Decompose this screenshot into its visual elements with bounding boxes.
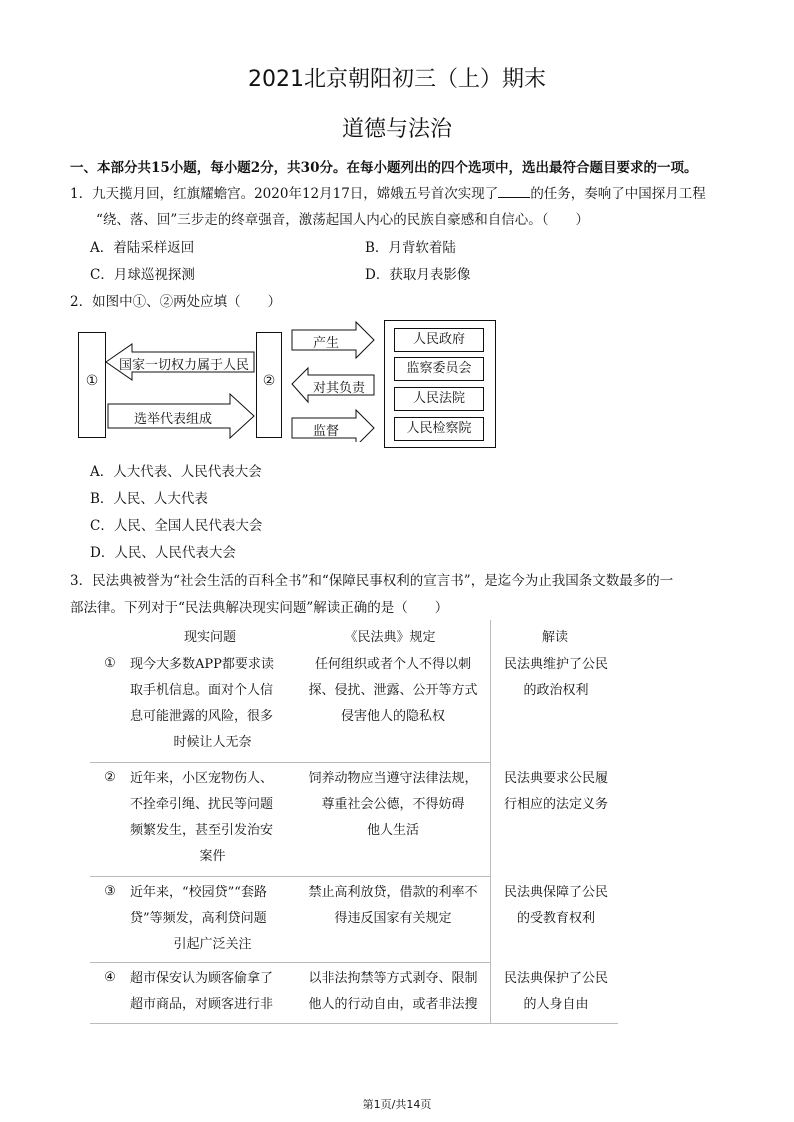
power-structure-diagram	[78, 318, 498, 442]
row1-problem-line: 现今大多数APP都要求读	[130, 657, 274, 672]
q1-blank	[498, 185, 530, 198]
row1-reading	[496, 652, 616, 704]
row3-problem-line: 贷”等频发，高利贷问题	[130, 911, 267, 926]
organ-supervision: 监察委员会	[394, 357, 484, 381]
row3-num: ③	[104, 884, 116, 899]
row2-reading-line: 民法典要求公民履	[503, 771, 608, 786]
circle1-label: ①	[85, 373, 99, 389]
row2-rule-line: 饲养动物应当遵守法律法规，	[308, 771, 478, 786]
row-separator	[90, 762, 490, 763]
row3-problem-line: 近年来，“校园贷”“套路	[130, 885, 267, 900]
q1-stem-part-a: 1．九天揽月回，红旗耀蟾宫。2020年12月17日，嫦娥五号首次实现了	[70, 186, 499, 202]
row4-rule-line: 他人的行动自由，或者非法搜	[308, 997, 478, 1012]
organ-procuratorate: 人民检察院	[394, 417, 484, 441]
row4-problem-line: 超市商品，对顾客进行非	[130, 997, 274, 1012]
row3-reading-line: 民法典保障了公民	[503, 885, 608, 900]
row2-reading	[496, 766, 616, 818]
row3-problem	[130, 880, 295, 958]
q1-stem-line1	[70, 182, 706, 202]
q1-option-a: A．着陆采样返回	[90, 240, 195, 256]
arrow-top-label: 国家一切权力属于人民	[118, 358, 249, 373]
table-divider	[490, 620, 491, 1024]
q1-option-c: C．月球巡视探测	[90, 267, 195, 283]
row2-problem-line: 近年来，小区宠物伤人、	[130, 771, 274, 786]
row1-rule	[298, 652, 488, 730]
row4-problem	[130, 966, 295, 1018]
q2-option-a: A．人大代表、人民代表大会	[90, 464, 262, 480]
table-bottom-rule	[90, 1023, 618, 1024]
q3-stem-line2: 部法律。下列对于“民法典解决现实问题”解读正确的是（ ）	[70, 600, 449, 616]
header-problem: 现实问题	[183, 630, 236, 645]
arrow-supervise-label: 监督	[312, 424, 339, 439]
q2-option-b: B．人民、人大代表	[90, 491, 208, 507]
row2-num: ②	[104, 770, 116, 785]
row1-problem-line: 息可能泄露的风险，很多	[130, 709, 274, 724]
row-separator	[90, 962, 490, 963]
row3-reading	[496, 880, 616, 932]
q1-option-b: B．月背软着陆	[365, 240, 456, 256]
q1-stem-part-b: 的任务，奏响了中国探月工程	[530, 186, 706, 202]
page-title: 2021北京朝阳初三（上）期末	[248, 67, 546, 92]
row1-rule-line: 侵害他人的隐私权	[340, 709, 445, 724]
row2-reading-line: 行相应的法定义务	[503, 797, 608, 812]
section-heading: 一、本部分共15小题，每小题2分，共30分。在每小题列出的四个选项中，选出最符合题目要求的一项。	[70, 160, 698, 176]
header-reading: 解读	[541, 630, 568, 645]
row3-rule-line: 得违反国家有关规定	[334, 911, 452, 926]
row2-problem-line: 频繁发生，甚至引发治安	[130, 823, 274, 838]
state-organs-frame	[384, 320, 496, 448]
row2-rule-line: 他人生活	[366, 823, 419, 838]
row1-rule-line: 任何组织或者个人不得以刺	[314, 657, 471, 672]
header-rule: 《民法典》规定	[344, 630, 436, 645]
row3-reading-line: 的受教育权利	[516, 911, 595, 926]
row3-rule-line: 禁止高利放贷，借款的利率不	[308, 885, 478, 900]
row4-rule	[298, 966, 488, 1018]
subject-title: 道德与法治	[341, 117, 452, 142]
row2-rule-line: 尊重社会公德，不得妨碍	[321, 797, 465, 812]
row1-problem	[130, 652, 295, 756]
row4-reading	[496, 966, 616, 1018]
q2-option-d: D．人民、人民代表大会	[90, 545, 236, 561]
row2-problem-line: 不拴牵引绳、扰民等问题	[130, 797, 274, 812]
row1-num: ①	[104, 656, 116, 671]
row3-problem-line: 引起广泛关注	[173, 937, 252, 952]
arrow-bottom-label: 选举代表组成	[133, 412, 212, 427]
row4-reading-line: 的人身自由	[523, 997, 589, 1012]
row1-reading-line: 民法典维护了公民	[503, 657, 608, 672]
q1-option-d: D．获取月表影像	[365, 267, 471, 283]
q2-option-c: C．人民、全国人民代表大会	[90, 518, 263, 534]
row-separator	[90, 876, 490, 877]
q3-stem-line1: 3．民法典被誉为“社会生活的百科全书”和“保障民事权利的宣言书”，是迄今为止我国条文数最多的一	[70, 573, 674, 589]
row2-problem	[130, 766, 295, 870]
circle2-label: ②	[262, 373, 276, 389]
page-footer: 第1页/共14页	[362, 1098, 432, 1111]
row3-rule	[298, 880, 488, 932]
q2-stem: 2．如图中①、②两处应填（ ）	[70, 294, 282, 310]
q1-stem-line2: “绕、落、回”三步走的终章强音，激荡起国人内心的民族自豪感和自信心。（ ）	[96, 212, 590, 228]
row2-rule	[298, 766, 488, 844]
row4-reading-line: 民法典保护了公民	[503, 971, 608, 986]
row1-problem-line: 时候让人无奈	[173, 735, 252, 750]
row4-num: ④	[104, 970, 116, 985]
arrow-responsible-label: 对其负责	[312, 381, 365, 396]
organ-court: 人民法院	[394, 387, 484, 411]
row2-problem-line: 案件	[199, 849, 226, 864]
q3-table	[90, 620, 620, 1026]
row1-problem-line: 取手机信息。面对个人信	[130, 683, 274, 698]
row1-reading-line: 的政治权利	[523, 683, 589, 698]
organ-government: 人民政府	[394, 328, 484, 352]
row4-problem-line: 超市保安认为顾客偷拿了	[130, 971, 274, 986]
row4-rule-line: 以非法拘禁等方式剥夺、限制	[308, 971, 478, 986]
arrow-produce-label: 产生	[312, 336, 339, 351]
row1-rule-line: 探、侵扰、泄露、公开等方式	[308, 683, 478, 698]
